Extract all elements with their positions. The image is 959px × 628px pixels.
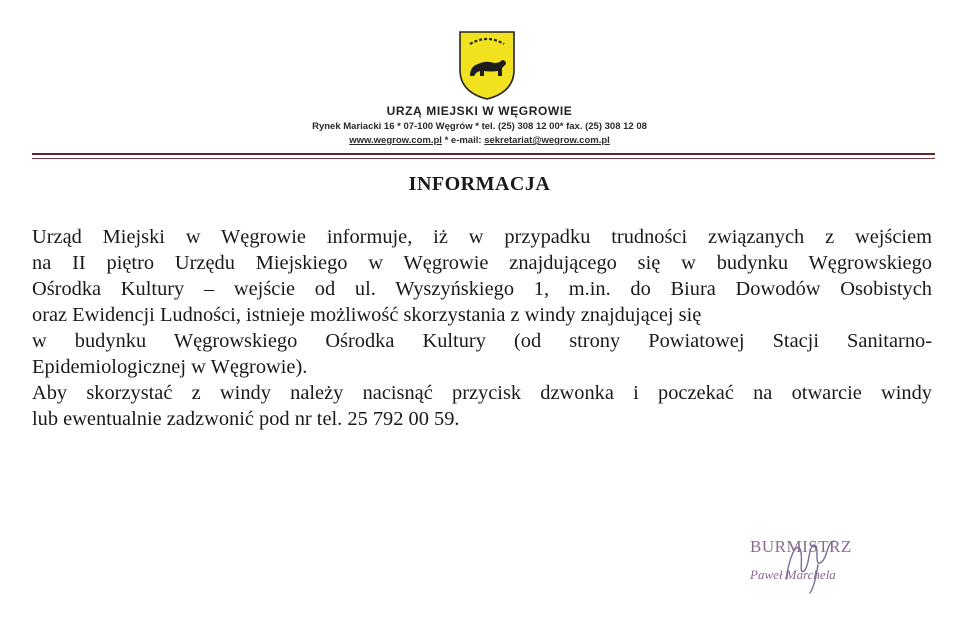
body-line: Epidemiologicznej w Węgrowie). <box>32 356 308 378</box>
body-line: na II piętro Urzędu Miejskiego w Węgrowie znajdującego się w budynku Węgrowskiego <box>32 252 932 274</box>
contact-line <box>0 135 959 146</box>
header-divider-thick <box>32 153 935 155</box>
website-link[interactable]: www.wegrow.com.pl <box>349 135 442 146</box>
body-line: w budynku Węgrowskiego Ośrodka Kultury (od strony Powiatowej Stacji Sanitarno- <box>32 330 932 352</box>
email-link[interactable]: sekretariat@wegrow.com.pl <box>484 135 610 146</box>
body-line: Ośrodka Kultury – wejście od ul. Wyszyńskiego 1, m.in. do Biura Dowodów Osobistych <box>32 278 932 300</box>
body-line: Urząd Miejski w Węgrowie informuje, iż w przypadku trudności związanych z wejściem <box>32 226 932 248</box>
document-heading: INFORMACJA <box>408 173 551 195</box>
email-label: * e-mail: <box>444 135 482 146</box>
document-body <box>32 224 932 432</box>
handwritten-signature-icon <box>778 535 848 595</box>
body-line: Aby skorzystać z windy należy nacisnąć przycisk dzwonka i poczekać na otwarcie windy <box>32 382 932 404</box>
mayor-signature-stamp <box>740 535 900 605</box>
office-name: URZĄ MIEJSKI W WĘGROWIE <box>386 104 573 118</box>
body-line: oraz Ewidencji Ludności, istnieje możliwość skorzystania z windy znajdującej się <box>32 304 702 326</box>
office-address: Rynek Mariacki 16 * 07-100 Węgrów * tel. (25) 308 12 00* fax. (25) 308 12 08 <box>312 121 647 132</box>
bear-crest-icon <box>458 30 516 100</box>
header-divider-thin <box>32 158 935 159</box>
signature-title: BURMISTRZ <box>750 537 852 556</box>
signature-name: Paweł Marchela <box>750 567 836 582</box>
body-line: lub ewentualnie zadzwonić pod nr tel. 25 792 00 59. <box>32 408 460 430</box>
coat-of-arms-logo <box>458 30 516 100</box>
